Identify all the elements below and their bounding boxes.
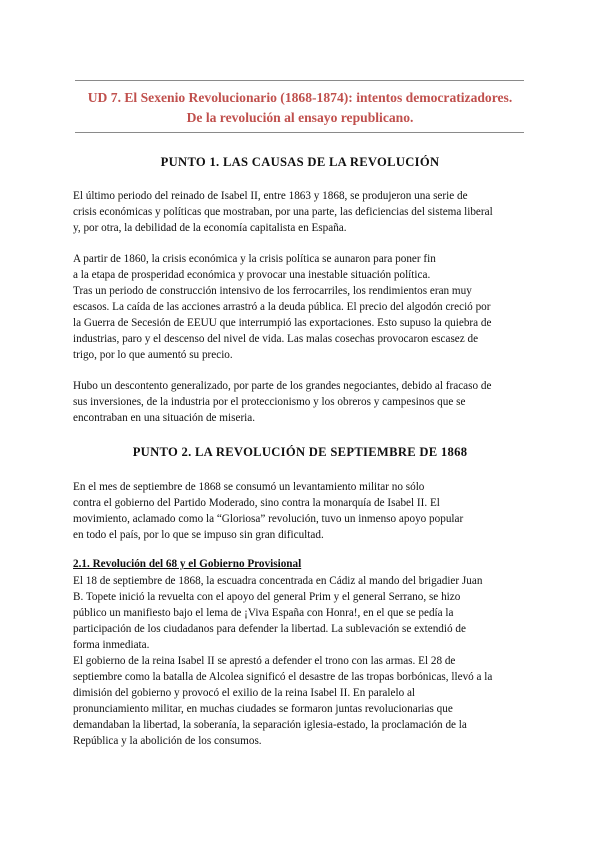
paragraph-line: público un manifiesto bajo el lema de ¡Viva España con Honra!, en el que se pedía la: [73, 607, 454, 619]
paragraph-line: crisis económicas y políticas que mostraban, por una parte, las deficiencias del sistema liberal: [73, 206, 493, 218]
paragraph-line: escasos. La caída de las acciones arrastró a la deuda pública. El precio del algodón creció por: [73, 301, 491, 313]
paragraph-line: El gobierno de la reina Isabel II se aprestó a defender el trono con las armas. El 28 de: [73, 655, 456, 667]
paragraph-line: demandaban la libertad, la soberanía, la separación iglesia-estado, la proclamación de la: [73, 719, 467, 731]
paragraph-5: [73, 573, 529, 749]
document-title-line-1: UD 7. El Sexenio Revolucionario (1868-1874): intentos democratizadores.: [87, 90, 513, 105]
document-title-line-2: De la revolución al ensayo republicano.: [186, 110, 414, 125]
paragraph-line: industrias, paro y el descenso del nivel de vida. Las malas cosechas provocaron escasez de: [73, 333, 479, 345]
paragraph-line: A partir de 1860, la crisis económica y la crisis política se aunaron para poner fin: [73, 253, 436, 265]
paragraph-line: pronunciamiento militar, en muchas ciudades se formaron juntas revolucionarias que: [73, 703, 453, 715]
paragraph-line: septiembre como la batalla de Alcolea significó el desastre de las tropas borbónicas, llevó a la: [73, 671, 493, 683]
paragraph-1: [73, 188, 529, 236]
title-top-rule: [75, 80, 524, 81]
paragraph-line: En el mes de septiembre de 1868 se consumó un levantamiento militar no sólo: [73, 481, 425, 493]
title-bottom-rule: [75, 132, 524, 133]
paragraph-line: El último periodo del reinado de Isabel II, entre 1863 y 1868, se produjeron una serie de: [73, 190, 468, 202]
paragraph-line: Tras un periodo de construcción intensivo de los ferrocarriles, los rendimientos eran muy: [73, 285, 472, 297]
paragraph-3: [73, 378, 529, 426]
paragraph-line: forma inmediata.: [73, 639, 150, 651]
paragraph-line: trigo, por lo que aumentó su precio.: [73, 349, 233, 361]
paragraph-line: la Guerra de Secesión de EEUU que interrumpió las exportaciones. Esto supuso la quiebra de: [73, 317, 492, 329]
paragraph-line: dimisión del gobierno y provocó el exilio de la reina Isabel II. En paralelo al: [73, 687, 416, 699]
paragraph-line: movimiento, aclamado como la “Gloriosa” revolución, tuvo un inmenso apoyo popular: [73, 513, 464, 525]
paragraph-line: Hubo un descontento generalizado, por parte de los grandes negociantes, debido al fracaso de: [73, 380, 492, 392]
paragraph-line: en todo el país, por lo que se impuso sin gran dificultad.: [73, 529, 324, 541]
subsection-heading: 2.1. Revolución del 68 y el Gobierno Provisional: [73, 558, 302, 570]
paragraph-line: a la etapa de prosperidad económica y provocar una inestable situación política.: [73, 269, 431, 281]
paragraph-line: y, por otra, la debilidad de la economía capitalista en España.: [73, 222, 347, 234]
paragraph-2: [73, 251, 529, 363]
paragraph-line: El 18 de septiembre de 1868, la escuadra concentrada en Cádiz al mando del brigadier Juan: [73, 575, 483, 587]
paragraph-4: [73, 479, 529, 543]
paragraph-line: República y la abolición de los consumos.: [73, 735, 262, 747]
paragraph-line: B. Topete inició la revuelta con el apoyo del general Prim y el general Serrano, se hizo: [73, 591, 461, 603]
paragraph-line: encontraban en una situación de miseria.: [73, 412, 256, 424]
section-1-heading: PUNTO 1. LAS CAUSAS DE LA REVOLUCIÓN: [160, 155, 440, 169]
paragraph-line: contra el gobierno del Partido Moderado, sino contra la monarquía de Isabel II. El: [73, 497, 440, 509]
paragraph-line: participación de los ciudadanos para defender la libertad. La sublevación se extendió de: [73, 623, 466, 635]
section-2-heading: PUNTO 2. LA REVOLUCIÓN DE SEPTIEMBRE DE 1868: [132, 445, 468, 459]
paragraph-line: sus inversiones, de la industria por el proteccionismo y los obreros y campesinos que se: [73, 396, 466, 408]
